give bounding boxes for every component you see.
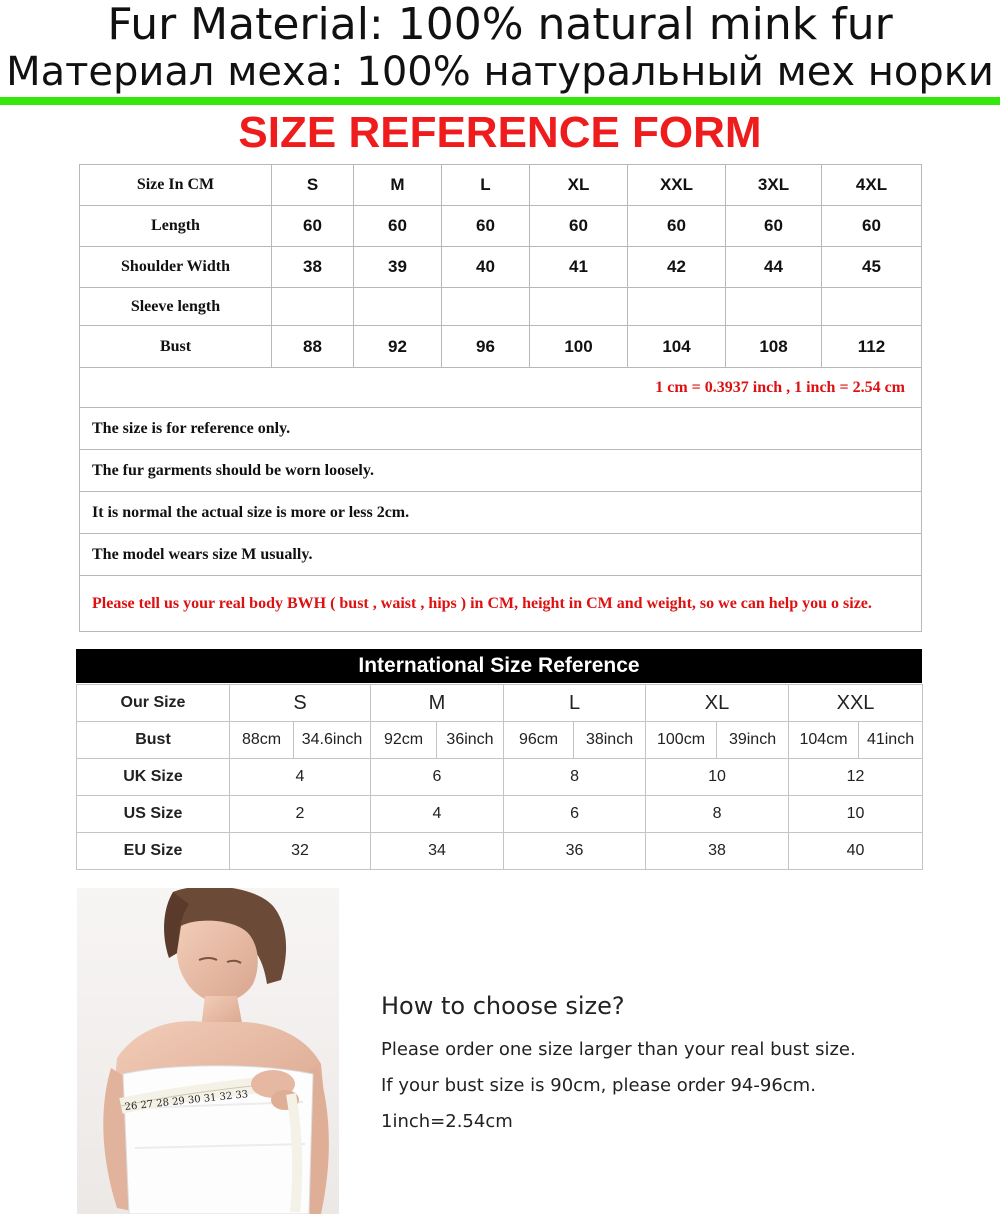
cell: 60: [726, 206, 822, 247]
cell: [272, 288, 354, 326]
cell: 10: [789, 796, 923, 833]
row-label: Length: [80, 206, 272, 247]
intl-row-our-size: [77, 685, 923, 722]
size-reference-table: [79, 164, 922, 632]
cell: 12: [789, 759, 923, 796]
cell: 6: [504, 796, 646, 833]
note-row: [80, 534, 922, 576]
intl-row-uk: [77, 759, 923, 796]
table-row-bust: [80, 326, 922, 368]
cell: 100cm: [646, 722, 717, 759]
measurement-request-text: Please tell us your real body BWH ( bust , waist , hips ) in CM, height in CM and weight, so we can help you o size.: [80, 576, 922, 632]
cell: 4: [230, 759, 371, 796]
intl-size-title: International Size Reference: [76, 649, 922, 683]
uk-size-label: UK Size: [77, 759, 230, 796]
cell: [822, 288, 922, 326]
cell: 40: [789, 833, 923, 870]
cell: 36inch: [437, 722, 504, 759]
cell: 38: [646, 833, 789, 870]
bust-label: Bust: [77, 722, 230, 759]
size-col-xxl: XXL: [628, 165, 726, 206]
cell: 2: [230, 796, 371, 833]
intl-size-s: S: [230, 685, 371, 722]
cell: 42: [628, 247, 726, 288]
cell: 60: [822, 206, 922, 247]
cell: [726, 288, 822, 326]
cell: 36: [504, 833, 646, 870]
cell: 38inch: [574, 722, 646, 759]
table-row-shoulder: [80, 247, 922, 288]
note-row: [80, 450, 922, 492]
cell: 92cm: [371, 722, 437, 759]
cell: 100: [530, 326, 628, 368]
cell: 112: [822, 326, 922, 368]
cell: 39: [354, 247, 442, 288]
table-row-header: [80, 165, 922, 206]
intl-size-l: L: [504, 685, 646, 722]
intl-row-us: [77, 796, 923, 833]
cell: 108: [726, 326, 822, 368]
row-label: Shoulder Width: [80, 247, 272, 288]
cell: 96: [442, 326, 530, 368]
cell: [530, 288, 628, 326]
cell: 41inch: [859, 722, 923, 759]
cell: 88: [272, 326, 354, 368]
cell: 44: [726, 247, 822, 288]
cell: 34: [371, 833, 504, 870]
cell: 38: [272, 247, 354, 288]
cell: [354, 288, 442, 326]
note-size-tolerance: It is normal the actual size is more or less 2cm.: [80, 492, 922, 534]
intl-size-xl: XL: [646, 685, 789, 722]
cell: 60: [272, 206, 354, 247]
cell: 41: [530, 247, 628, 288]
material-title-ru: Материал меха: 100% натуральный мех норки: [6, 49, 994, 95]
cell: 60: [628, 206, 726, 247]
measuring-illustration: [77, 888, 339, 1214]
cell: 104: [628, 326, 726, 368]
cell: 104cm: [789, 722, 859, 759]
cell: 45: [822, 247, 922, 288]
eu-size-label: EU Size: [77, 833, 230, 870]
note-reference-only: The size is for reference only.: [80, 408, 922, 450]
material-title-en: Fur Material: 100% natural mink fur: [107, 0, 893, 50]
conversion-row: [80, 368, 922, 408]
table-row-sleeve: [80, 288, 922, 326]
cell: 92: [354, 326, 442, 368]
header: [0, 0, 1000, 94]
cell: 34.6inch: [294, 722, 371, 759]
cell: [442, 288, 530, 326]
size-in-cm-label: Size In CM: [80, 165, 272, 206]
cell: 96cm: [504, 722, 574, 759]
unit-conversion-text: 1 cm = 0.3937 inch , 1 inch = 2.54 cm: [80, 368, 922, 408]
table-row-length: [80, 206, 922, 247]
cell: 40: [442, 247, 530, 288]
size-form-title: SIZE REFERENCE FORM: [238, 108, 762, 157]
cell: [628, 288, 726, 326]
cell: 32: [230, 833, 371, 870]
cell: 88cm: [230, 722, 294, 759]
us-size-label: US Size: [77, 796, 230, 833]
size-col-4xl: 4XL: [822, 165, 922, 206]
size-col-l: L: [442, 165, 530, 206]
how-to-choose-section: [381, 990, 981, 1140]
cell: 60: [530, 206, 628, 247]
how-to-choose-heading: How to choose size?: [381, 992, 625, 1020]
cell: 8: [646, 796, 789, 833]
cell: 10: [646, 759, 789, 796]
note-row: [80, 492, 922, 534]
cell: 39inch: [717, 722, 789, 759]
intl-row-eu: [77, 833, 923, 870]
howto-line-1: Please order one size larger than your real bust size.: [381, 1039, 856, 1060]
bust-measuring-photo: [77, 888, 339, 1214]
intl-size-table: [76, 684, 923, 870]
note-model-size: The model wears size M usually.: [80, 534, 922, 576]
size-col-xl: XL: [530, 165, 628, 206]
cell: 8: [504, 759, 646, 796]
note-worn-loosely: The fur garments should be worn loosely.: [80, 450, 922, 492]
cell: 60: [354, 206, 442, 247]
request-row: [80, 576, 922, 632]
row-label: Sleeve length: [80, 288, 272, 326]
green-divider: [0, 97, 1000, 105]
our-size-label: Our Size: [77, 685, 230, 722]
size-col-m: M: [354, 165, 442, 206]
size-col-3xl: 3XL: [726, 165, 822, 206]
size-col-s: S: [272, 165, 354, 206]
howto-line-2: If your bust size is 90cm, please order 94-96cm.: [381, 1075, 816, 1096]
row-label: Bust: [80, 326, 272, 368]
intl-row-bust: [77, 722, 923, 759]
cell: 4: [371, 796, 504, 833]
cell: 6: [371, 759, 504, 796]
intl-size-xxl: XXL: [789, 685, 923, 722]
howto-line-3: 1inch=2.54cm: [381, 1111, 513, 1132]
cell: 60: [442, 206, 530, 247]
intl-size-m: M: [371, 685, 504, 722]
note-row: [80, 408, 922, 450]
tape-numbers: 26 27 28 29 30 31 32 33: [124, 1089, 249, 1113]
